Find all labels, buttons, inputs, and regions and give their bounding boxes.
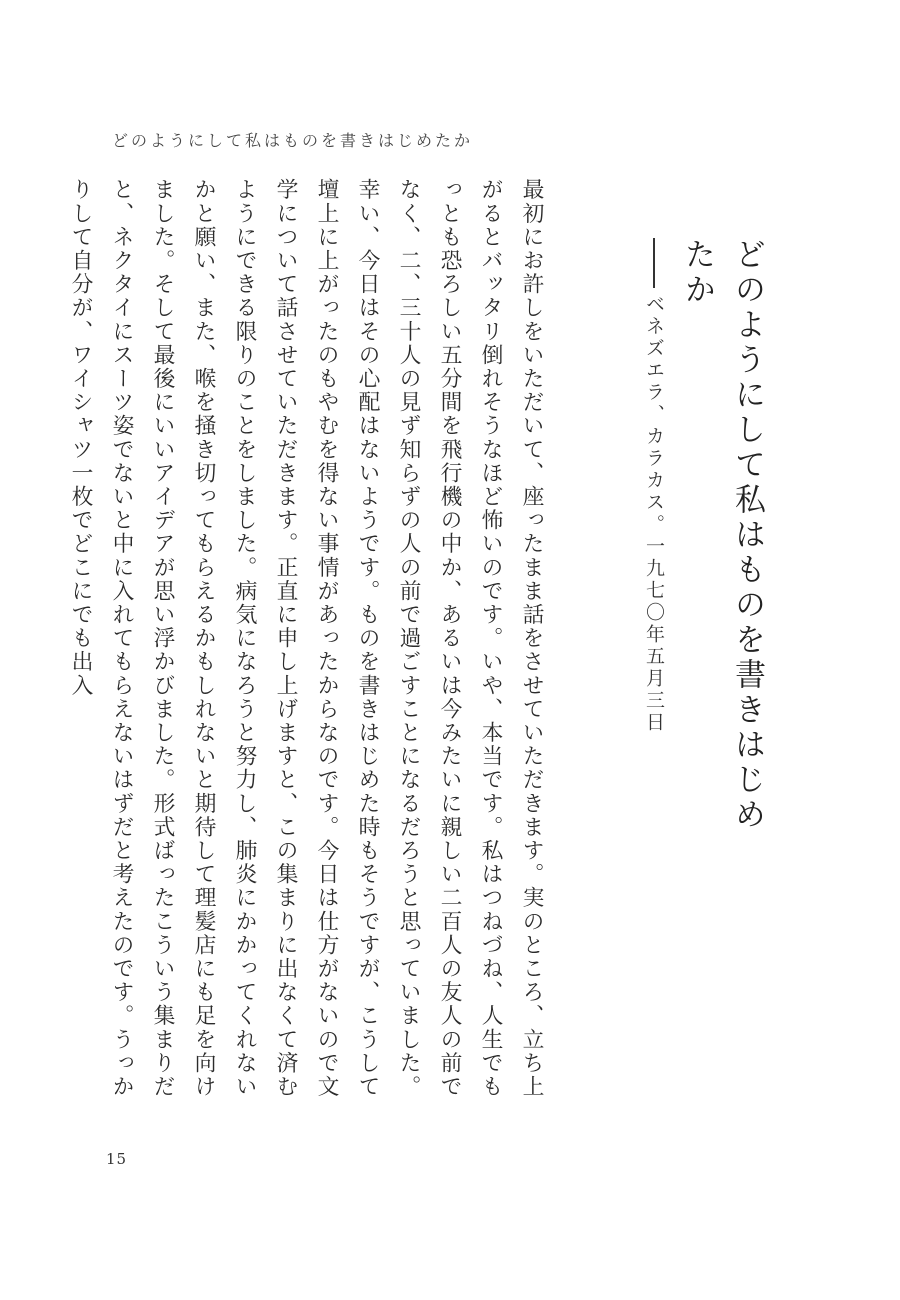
running-head: どのようにして私はものを書きはじめたか: [112, 131, 474, 150]
chapter-heading: [636, 238, 772, 838]
body-text: 最初にお許しをいただいて、座ったまま話をさせていただきます。実のところ、立ち上がるとバッタリ倒れそうなほど怖いのです。いや、本当です。私はつねづね、人生でもっとも恐ろしい五分間を飛行機の中か、あるいは今みたいに親しい二百人の友人の前でなく、二、三十人の見ず知らずの人の前で過ごすことになるだろうと思っていました。幸い、今日はその心配はないようです。ものを書きはじめた時もそうですが、こうして壇上に上がったのもやむを得ない事情があったからなのです。今日は仕方がないので文学について話させていただきます。正直に申し上げますと、この集まりに出なくて済むようにできる限りのことをしました。病気になろうと努力し、肺炎にかかってくれないかと願い、また、喉を掻き切ってもらえるかもしれないと期待して理髪店にも足を向けました。そして最後にいいアイデアが思い浮かびました。形式ばったこういう集まりだと、ネクタイにスーツ姿でないと中に入れてもらえないはずだと考えたのです。うっかりして自分が、ワイシャツ一枚でどこにでも出入: [68, 178, 544, 1099]
em-dash-rule: [653, 238, 654, 288]
chapter-subtitle-line: [636, 238, 672, 838]
chapter-title: どのようにして私はものを書きはじめたか: [679, 238, 765, 833]
chapter-subtitle: ベネズエラ、カラカス。一九七〇年五月三日: [643, 294, 665, 734]
page-number: 15: [106, 1150, 128, 1168]
